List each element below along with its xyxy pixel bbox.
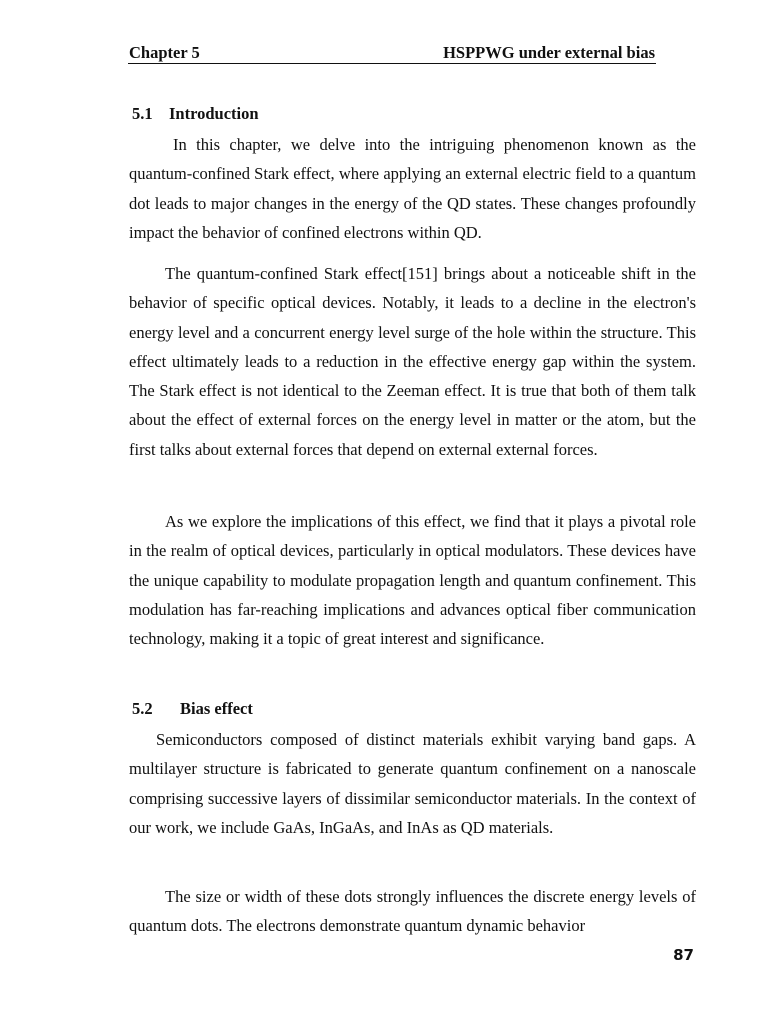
- section-title: Introduction: [169, 104, 259, 123]
- section-title: Bias effect: [180, 699, 253, 718]
- section-number: 5.1: [132, 104, 153, 123]
- paragraph-intro-1: In this chapter, we delve into the intriguing phenomenon known as the quantum-confined Stark effect, where applying an external electric field to a quantum dot leads to major changes in the energy of the QD states. These changes profoundly impact the behavior of confined electrons within QD.: [129, 135, 696, 242]
- paragraph-intro-3: As we explore the implications of this effect, we find that it plays a pivotal role in the realm of optical devices, particularly in optical modulators. These devices have the unique capability to modulate propagation length and quantum confinement. This modulation has far-reaching implications and advances optical fiber communication technology, making it a topic of great interest and significance.: [129, 512, 696, 649]
- chapter-title: HSPPWG under external bias: [443, 43, 655, 62]
- paragraph-bias-2: The size or width of these dots strongly influences the discrete energy levels of quantum dots. The electrons demonstrate quantum dynamic behavior: [129, 887, 696, 936]
- section-heading-bias-effect: [132, 699, 253, 719]
- section-heading-introduction: [132, 104, 259, 124]
- running-header: [128, 43, 656, 64]
- section-number: 5.2: [132, 699, 153, 718]
- paragraph-bias-1: Semiconductors composed of distinct materials exhibit varying band gaps. A multilayer structure is fabricated to generate quantum confinement on a nanoscale comprising successive layers of dissimilar semiconductor materials. In the context of our work, we include GaAs, InGaAs, and InAs as QD materials.: [129, 730, 696, 837]
- paragraph-intro-2: The quantum-confined Stark effect[151] brings about a noticeable shift in the behavior of specific optical devices. Notably, it leads to a decline in the electron's energy level and a concurrent energy level surge of the hole within the structure. This effect ultimately leads to a reduction in the effective energy gap within the system. The Stark effect is not identical to the Zeeman effect. It is true that both of them talk about the effect of external forces on the energy level in matter or the atom, but the first talks about external forces that depend on external external forces.: [129, 264, 696, 459]
- chapter-label: Chapter 5: [129, 43, 200, 62]
- page-number: 87: [673, 946, 694, 964]
